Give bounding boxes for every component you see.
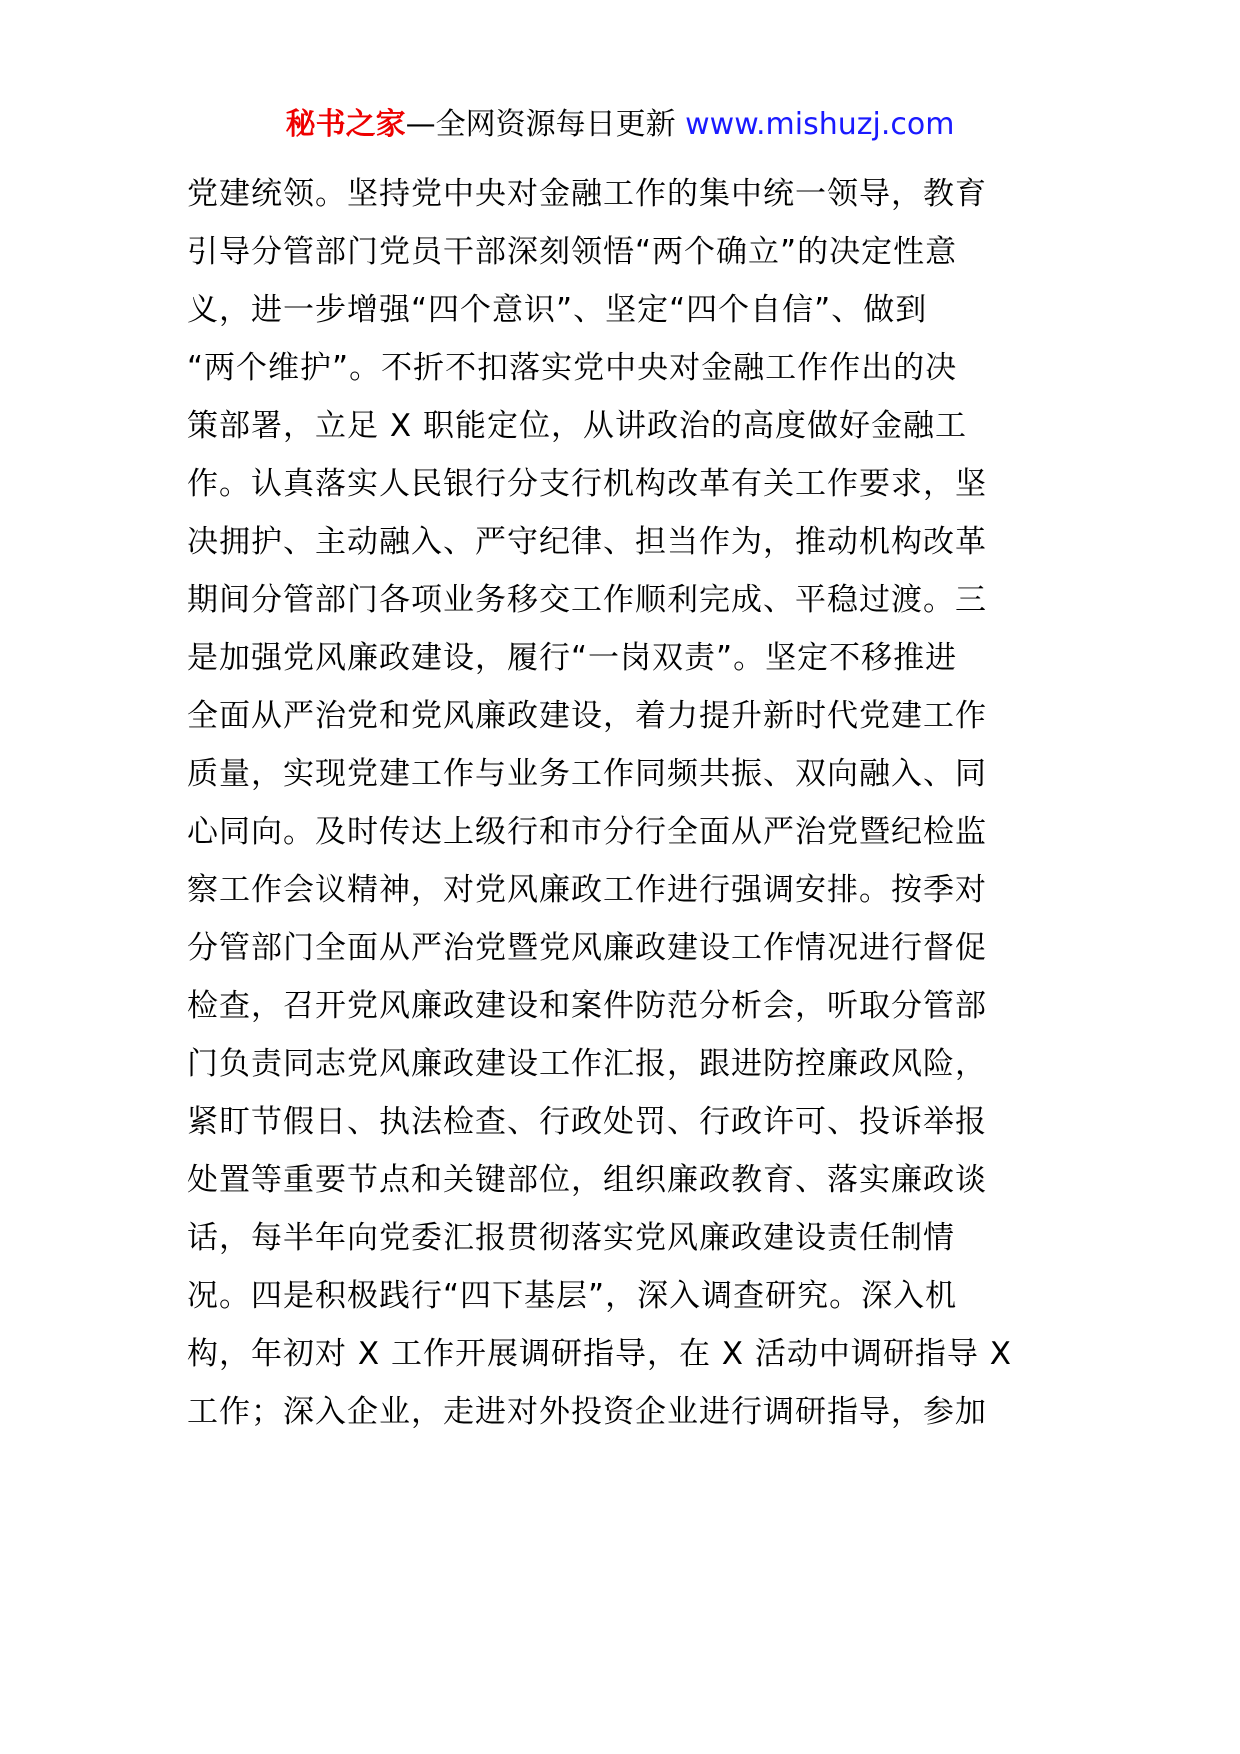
body-line: 构，年初对 X 工作开展调研指导，在 X 活动中调研指导 X (187, 1336, 1012, 1372)
body-line: 全面从严治党和党风廉政建设，着力提升新时代党建工作 (187, 698, 987, 734)
body-line: 况。四是积极践行“四下基层”，深入调查研究。深入机 (187, 1278, 958, 1314)
body-line: 决拥护、主动融入、严守纪律、担当作为，推动机构改革 (187, 524, 987, 560)
site-url-link[interactable]: www.mishuzj.com (685, 107, 955, 142)
body-line: 策部署，立足 X 职能定位，从讲政治的高度做好金融工 (187, 408, 967, 444)
site-brand: 秘书之家 (285, 107, 406, 142)
body-line: 是加强党风廉政建设，履行“一岗双责”。坚定不移推进 (187, 640, 958, 676)
body-line: 义，进一步增强“四个意识”、坚定“四个自信”、做到 (187, 292, 928, 328)
body-line: 党建统领。坚持党中央对金融工作的集中统一领导，教育 (187, 176, 987, 212)
body-line: 察工作会议精神，对党风廉政工作进行强调安排。按季对 (187, 872, 987, 908)
body-line: 处置等重要节点和关键部位，组织廉政教育、落实廉政谈 (187, 1162, 987, 1198)
body-line: 工作；深入企业，走进对外投资企业进行调研指导，参加 (187, 1394, 987, 1430)
body-line: 期间分管部门各项业务移交工作顺利完成、平稳过渡。三 (187, 582, 987, 618)
body-line: 作。认真落实人民银行分支行机构改革有关工作要求，坚 (187, 466, 987, 502)
body-line: 分管部门全面从严治党暨党风廉政建设工作情况进行督促 (187, 930, 987, 966)
body-line: 质量，实现党建工作与业务工作同频共振、双向融入、同 (187, 756, 987, 792)
site-tagline: —全网资源每日更新 (405, 107, 676, 142)
body-line: 心同向。及时传达上级行和市分行全面从严治党暨纪检监 (187, 814, 987, 850)
body-line: 检查，召开党风廉政建设和案件防范分析会，听取分管部 (187, 988, 987, 1024)
body-line: 紧盯节假日、执法检查、行政处罚、行政许可、投诉举报 (187, 1104, 987, 1140)
page-header (0, 103, 1240, 147)
body-line: “两个维护”。不折不扣落实党中央对金融工作作出的决 (187, 350, 958, 386)
body-line: 门负责同志党风廉政建设工作汇报，跟进防控廉政风险， (187, 1046, 987, 1082)
body-line: 引导分管部门党员干部深刻领悟“两个确立”的决定性意 (187, 234, 958, 270)
body-line: 话，每半年向党委汇报贯彻落实党风廉政建设责任制情 (187, 1220, 955, 1256)
